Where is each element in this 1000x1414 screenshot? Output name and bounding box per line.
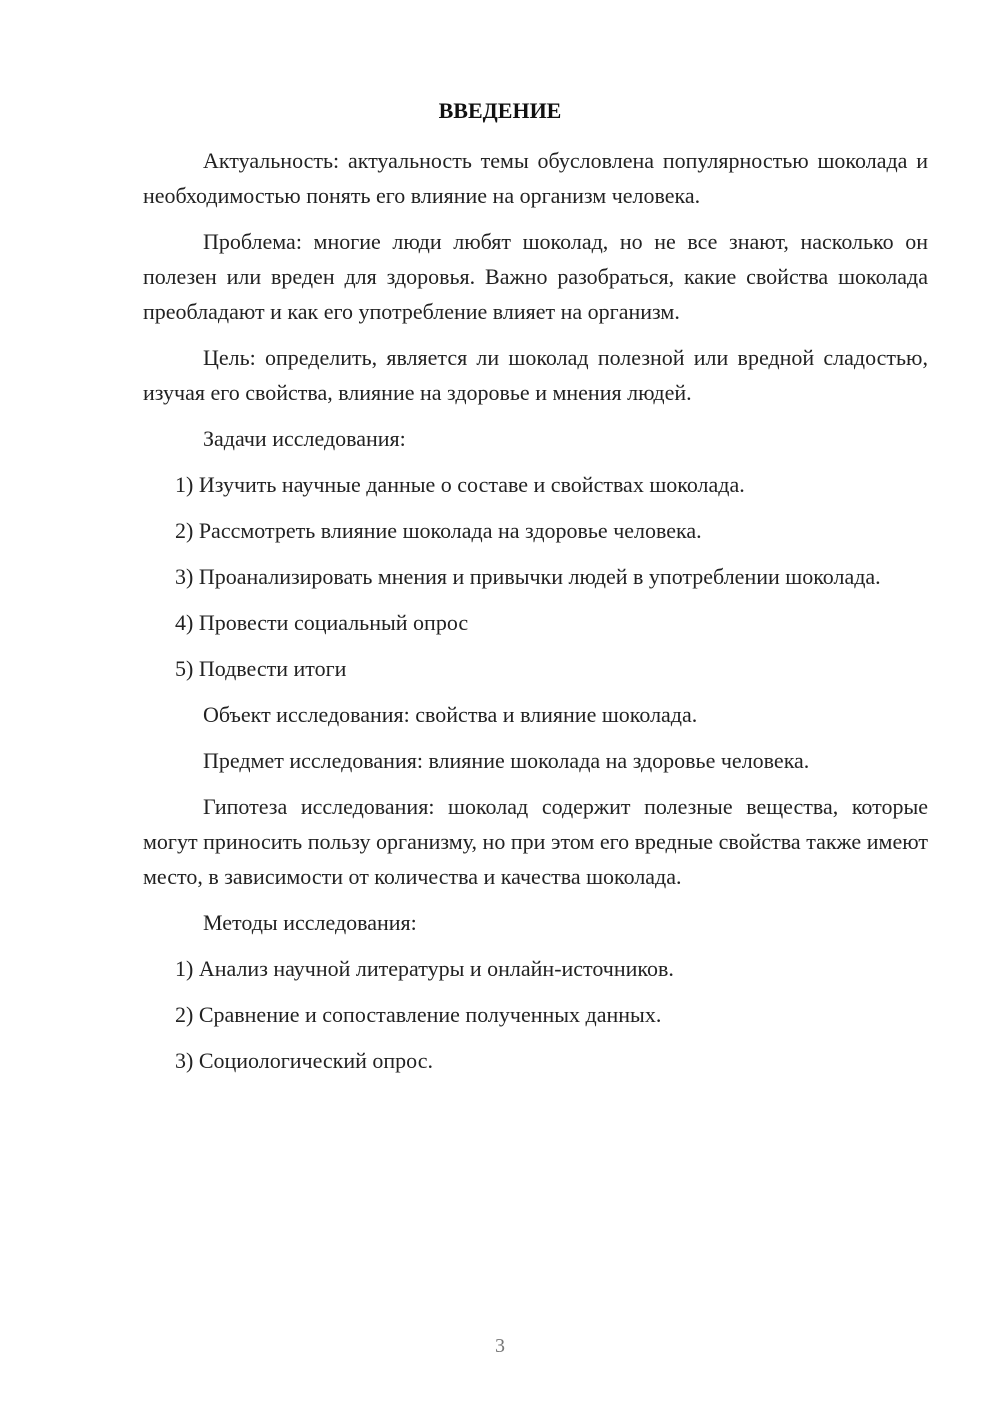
methods-heading: Методы исследования:: [203, 910, 417, 935]
method-item-2: 2) Сравнение и сопоставление полученных данных.: [175, 1002, 662, 1027]
method-item-1: 1) Анализ научной литературы и онлайн-источников.: [175, 956, 674, 981]
task-item-2: 2) Рассмотреть влияние шоколада на здоровье человека.: [175, 518, 702, 543]
subject-paragraph: Предмет исследования: влияние шоколада на здоровье человека.: [203, 748, 810, 773]
body-text: [143, 143, 928, 1089]
problem-paragraph: Проблема: многие люди любят шоколад, но не все знают, насколько он полезен или вреден для здоровья. Важно разобраться, какие свойства шоколада преобладают и как его употребление влияет на организм.: [143, 229, 928, 324]
object-paragraph: Объект исследования: свойства и влияние шоколада.: [203, 702, 698, 727]
tasks-heading: Задачи исследования:: [203, 426, 406, 451]
task-item-4: 4) Провести социальный опрос: [175, 610, 469, 635]
page-number: 3: [495, 1335, 505, 1357]
section-title: ВВЕДЕНИЕ: [438, 98, 562, 123]
task-item-5: 5) Подвести итоги: [175, 656, 347, 681]
relevance-paragraph: Актуальность: актуальность темы обусловлена популярностью шоколада и необходимостью понять его влияние на организм человека.: [143, 148, 928, 208]
goal-paragraph: Цель: определить, является ли шоколад полезной или вредной сладостью, изучая его свойства, влияние на здоровье и мнения людей.: [143, 345, 928, 405]
task-item-1: 1) Изучить научные данные о составе и свойствах шоколада.: [175, 472, 745, 497]
hypothesis-paragraph: Гипотеза исследования: шоколад содержит полезные вещества, которые могут приносить пользу организму, но при этом его вредные свойства также имеют место, в зависимости от количества и качества шоколада.: [143, 794, 928, 889]
task-item-3: 3) Проанализировать мнения и привычки людей в употреблении шоколада.: [175, 564, 881, 589]
method-item-3: 3) Социологический опрос.: [175, 1048, 433, 1073]
